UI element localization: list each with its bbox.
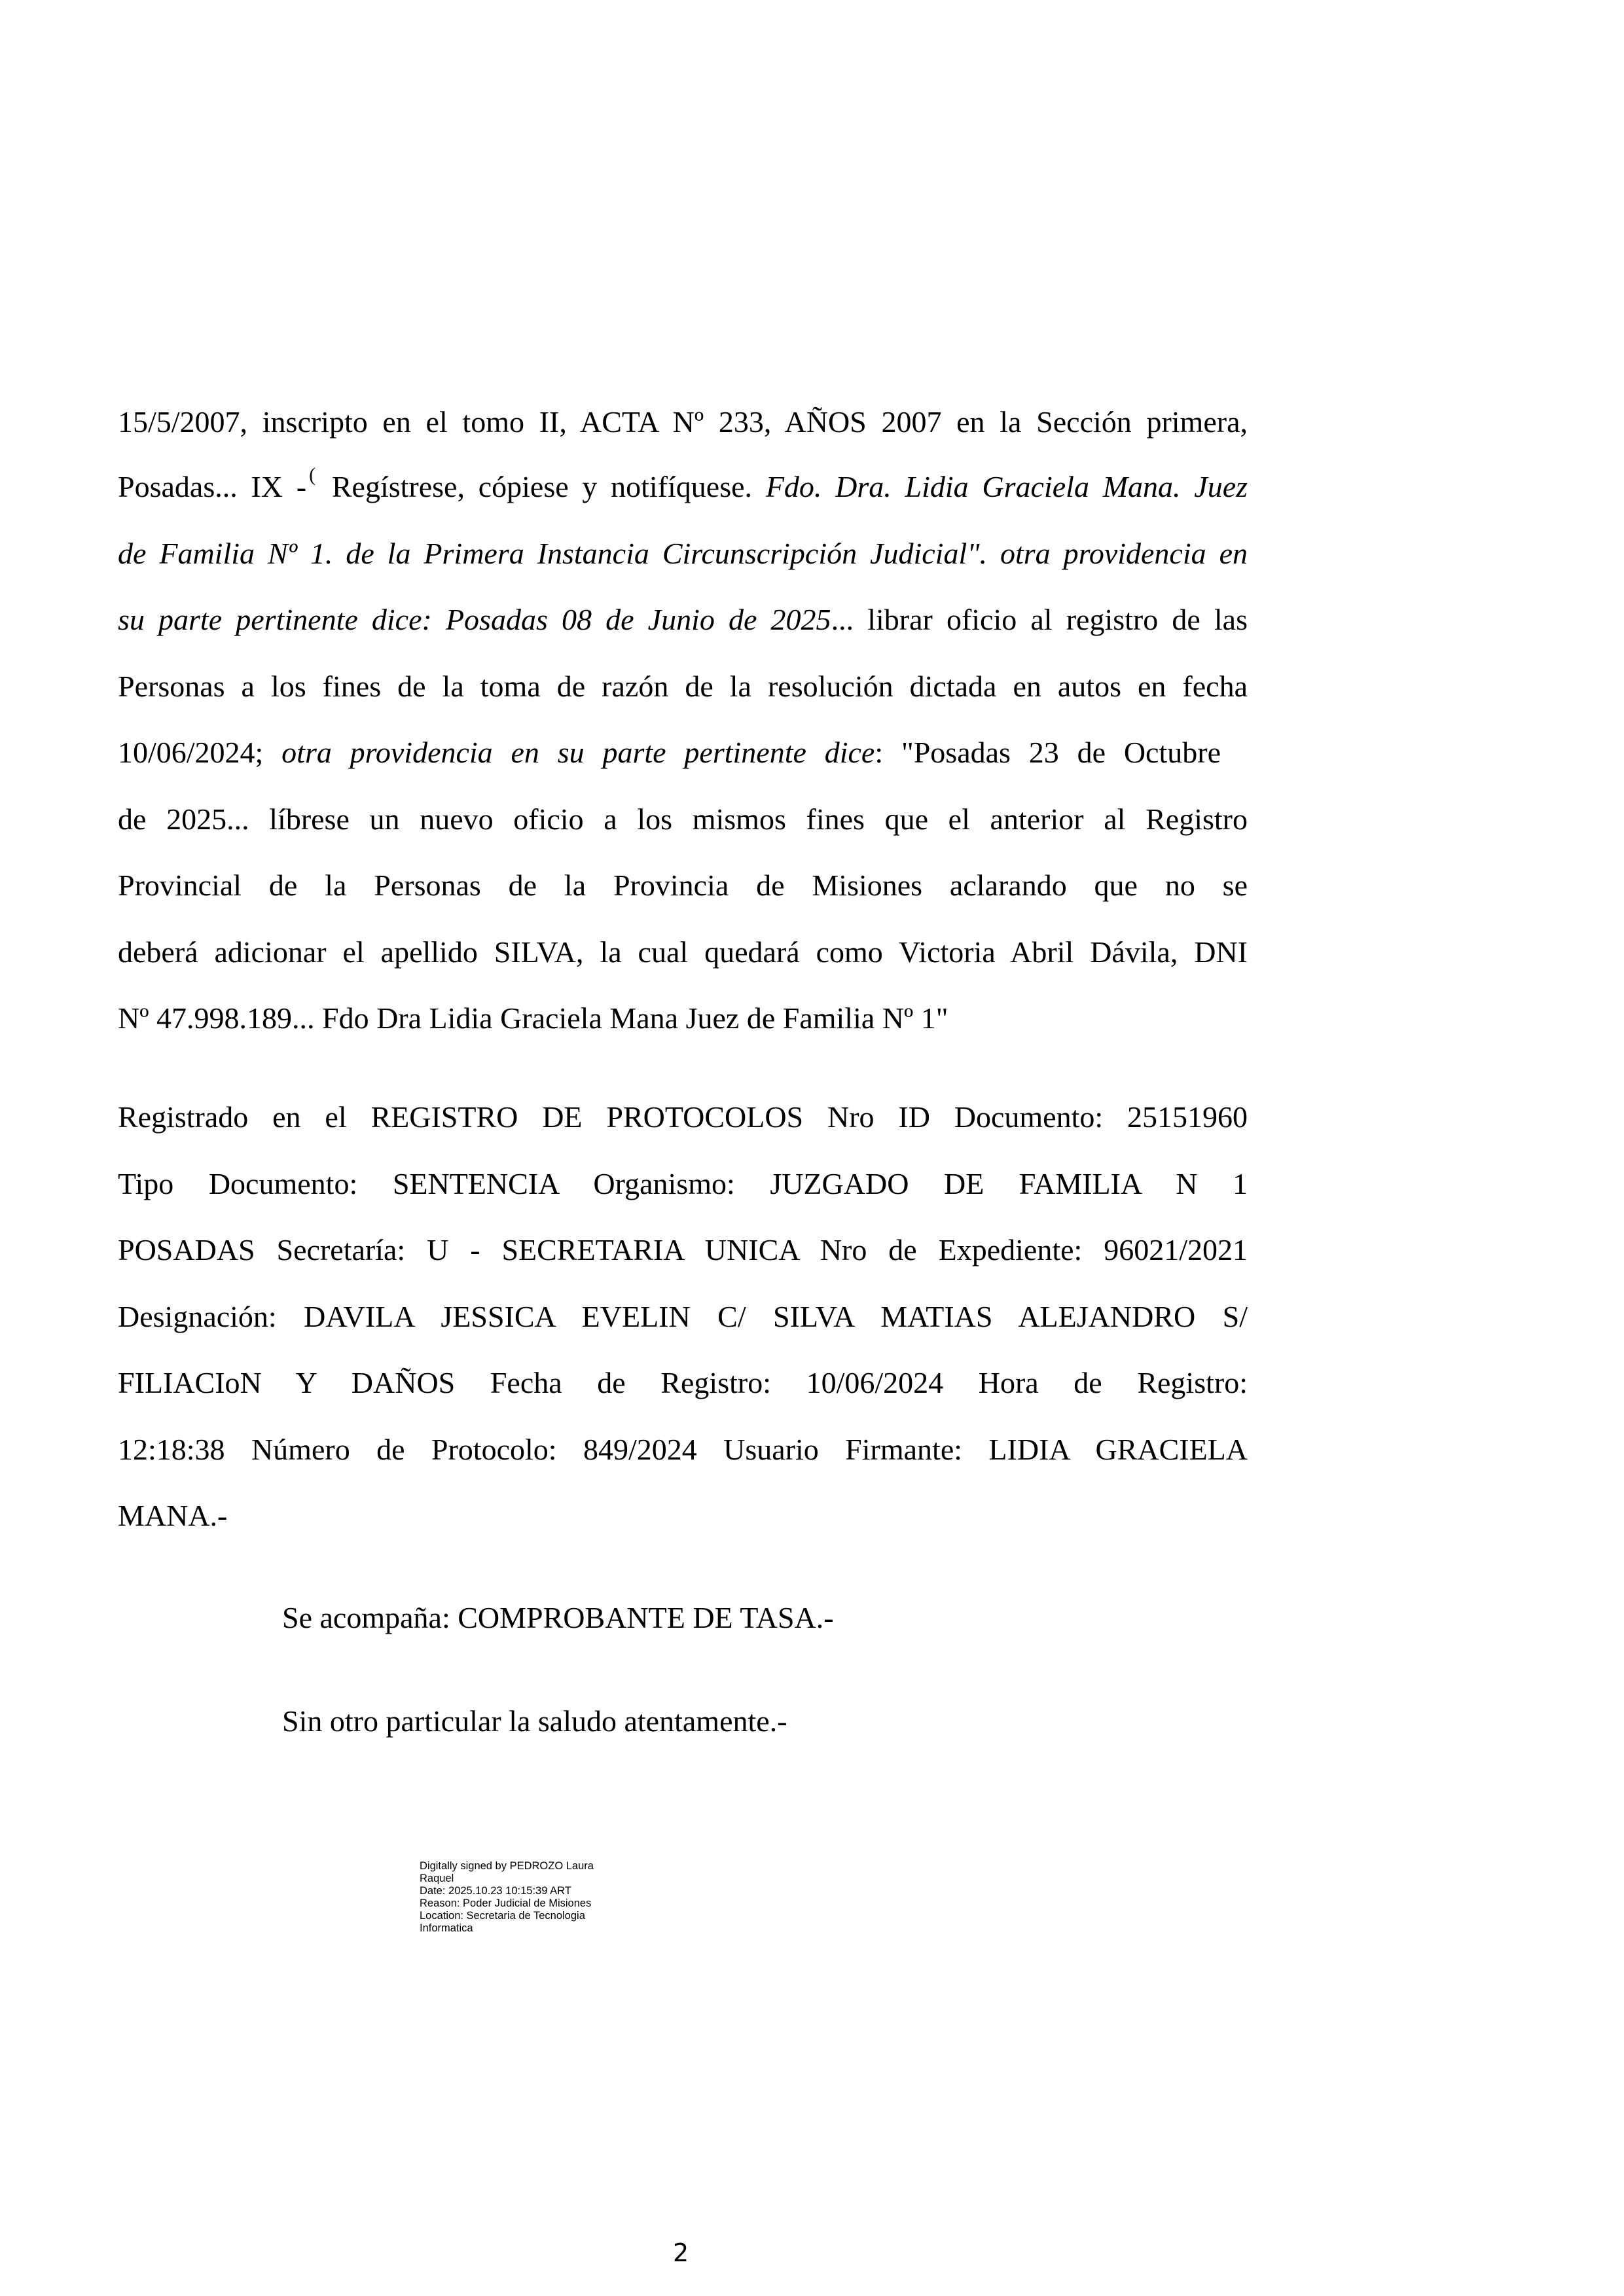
text-segment: 15/5/2007, inscripto en el tomo II, ACTA Nº 233, AÑOS 2007 en la Sección primera, — [118, 405, 1248, 439]
text-segment: otra providencia en su parte pertinente dice — [281, 736, 875, 769]
text-segment: 10/06/2024; — [118, 736, 282, 769]
signature-line: Informatica — [420, 1922, 473, 1934]
digital-signature-block — [420, 1860, 594, 1935]
text-line — [118, 389, 1248, 456]
text-segment: Fdo. Dra. Lidia Graciela Mana. Juez — [765, 470, 1248, 503]
text-line — [118, 586, 1248, 653]
text-line: MANA.- — [118, 1499, 228, 1532]
signature-line: Location: Secretaria de Tecnologia — [420, 1910, 585, 1922]
text-line — [118, 719, 1221, 786]
text-line: 12:18:38 Número de Protocolo: 849/2024 Usuario Firmante: LIDIA GRACIELA — [118, 1433, 1248, 1466]
text-segment: Nº 47.998.189... Fdo Dra Lidia Graciela Mana Juez de Familia Nº 1" — [118, 1001, 948, 1035]
text-line: FILIACIoN Y DAÑOS Fecha de Registro: 10/06/2024 Hora de Registro: — [118, 1366, 1248, 1399]
text-line — [118, 919, 1248, 986]
text-line: Registrado en el REGISTRO DE PROTOCOLOS Nro ID Documento: 25151960 — [118, 1100, 1248, 1134]
text-segment: Posadas... IX - — [118, 470, 307, 503]
text-segment: ... librar oficio al registro de las — [831, 603, 1248, 636]
signature-line: Digitally signed by PEDROZO Laura — [420, 1860, 594, 1872]
text-segment: de Familia Nº 1. de la Primera Instancia Circunscripción Judicial". otra providencia en — [118, 537, 1248, 570]
signature-line: Raquel — [420, 1873, 454, 1884]
text-segment: : "Posadas 23 de Octubre — [875, 736, 1221, 769]
text-segment: de 2025... líbrese un nuevo oficio a los mismos fines que el anterior al Registro — [118, 802, 1248, 836]
text-line — [118, 653, 1248, 720]
text-line — [118, 985, 1248, 1052]
text-segment: Regístrese, cópiese y notifíquese. — [318, 470, 766, 503]
acompana-line: Se acompaña: COMPROBANTE DE TASA.- — [282, 1601, 834, 1634]
text-line: Tipo Documento: SENTENCIA Organismo: JUZGADO DE FAMILIA N 1 — [118, 1167, 1248, 1200]
text-segment: ( — [309, 464, 316, 486]
text-line — [118, 786, 1248, 853]
text-segment: Personas a los fines de la toma de razón de la resolución dictada en autos en fecha — [118, 670, 1248, 703]
text-line — [118, 852, 1248, 919]
text-segment: deberá adicionar el apellido SILVA, la cual quedará como Victoria Abril Dávila, DNI — [118, 935, 1248, 969]
text-segment: Provincial de la Personas de la Provincia de Misiones aclarando que no se — [118, 869, 1248, 902]
text-line: POSADAS Secretaría: U - SECRETARIA UNICA Nro de Expediente: 96021/2021 — [118, 1233, 1248, 1266]
text-segment: su parte pertinente dice: Posadas 08 de Junio de 2025 — [118, 603, 831, 636]
saludo-line: Sin otro particular la saludo atentamente.- — [282, 1704, 787, 1738]
text-line — [118, 520, 1248, 587]
page-number: 2 — [673, 2238, 689, 2267]
text-line — [118, 454, 1248, 520]
signature-line: Reason: Poder Judicial de Misiones — [420, 1897, 592, 1909]
signature-line: Date: 2025.10.23 10:15:39 ART — [420, 1885, 571, 1897]
text-line: Designación: DAVILA JESSICA EVELIN C/ SILVA MATIAS ALEJANDRO S/ — [118, 1300, 1248, 1333]
